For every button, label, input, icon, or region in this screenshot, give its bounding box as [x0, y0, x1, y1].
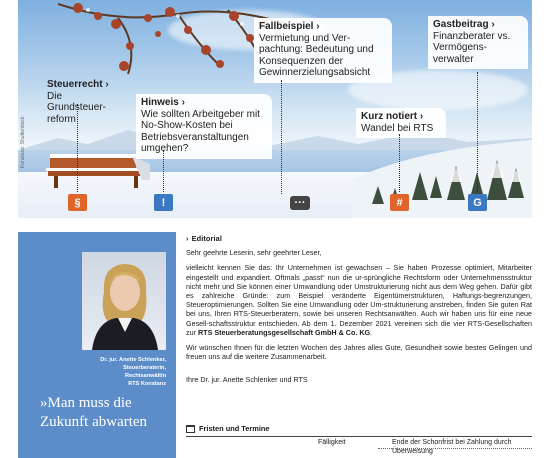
editorial-paragraph: Wir wünschen Ihnen für die letzten Wochen des Jahres alles Gute, Gesundheit sowie bestes Gelingen und freuen uns auf die weitere Zusammenarbeit.	[186, 343, 532, 362]
photo-credit: Konstanz: Shutterstock	[20, 116, 26, 168]
g-letter-icon[interactable]: G	[468, 194, 487, 211]
divider	[186, 436, 532, 437]
sign-off: Ihre Dr. jur. Anette Schlenker und RTS	[186, 375, 308, 385]
exclamation-icon[interactable]: !	[154, 194, 173, 211]
calendar-icon	[186, 425, 195, 433]
editorial-heading: › Editorial	[186, 234, 532, 243]
connector-line	[163, 150, 164, 192]
caption-line: RTS Konstanz	[128, 381, 166, 387]
editorial-section	[186, 234, 532, 393]
pull-quote	[40, 394, 178, 432]
callout-steuerrecht[interactable]	[42, 76, 128, 129]
author-sidebar	[18, 232, 176, 458]
deadlines-heading: Fristen und Termine	[199, 424, 270, 433]
callout-title: Kurz notiert ›	[361, 111, 440, 123]
paragraph-text: vielleicht kennen Sie das: Ihr Unternehmen ist gewachsen – Sie haben Prozesse optimiert, Mitarbeiter eingestellt und expandiert. Oftmals „passt“ nun die ur-sprüngliche Rechtsform oder Unternehmensstruktur nicht mehr und Sie können einer Umwandlung oder Umstrukturierung nicht aus dem Weg gehen. Dafür gibt es zahlreiche Gründe: zum Beispiel veränderte Eigentümerstrukturen, Haftungs-begrenzungen, Steueroptimierungen. Sollten Sie eine Umwandlung oder Um-strukturierung anstreben, finden Sie guten Rat bei uns, Ihren RTS-Steuerberatern, sowie bei unseren Rechtsanwälten. Auch wir haben uns für eine neue Gesell-schaftsstruktur entschieden. Ab dem 1. Dezember 2021 vereinen sich die vier RTS-Gesellschaften zur	[186, 263, 532, 337]
deadlines-heading-row	[186, 424, 532, 433]
quote-line: »Man muss die	[40, 395, 132, 411]
snowy-bench	[46, 150, 150, 190]
callout-gastbeitrag[interactable]	[428, 16, 528, 69]
caption-line: Steuerberaterin,	[123, 365, 166, 371]
callout-title: Hinweis ›	[141, 97, 266, 109]
company-name: RTS Steuerberatungsgesellschaft GmbH & Co. KG	[197, 327, 371, 337]
callout-title: Fallbeispiel ›	[259, 21, 386, 33]
author-portrait	[82, 252, 166, 350]
connector-line	[477, 72, 478, 192]
callout-kurz-notiert[interactable]	[356, 108, 446, 138]
caption-line: Rechtsanwältin	[124, 373, 166, 379]
callout-fallbeispiel[interactable]	[254, 18, 392, 83]
callout-text: Vermietung und Ver-pachtung: Bedeutung und Konsequenzen der Gewinnerzielungsabsicht	[259, 32, 374, 78]
caption-line: Dr. jur. Anette Schlenker,	[100, 357, 166, 363]
column-header: Fälligkeit	[318, 439, 346, 446]
paragraph-end: .	[370, 327, 373, 337]
callout-hinweis[interactable]	[136, 94, 272, 159]
callout-text: Wandel bei RTS	[361, 122, 434, 134]
callout-title: Gastbeitrag ›	[433, 19, 522, 31]
column-header	[192, 439, 210, 456]
hashtag-icon[interactable]: #	[390, 194, 409, 211]
connector-line	[281, 80, 282, 194]
handwritten-signature	[196, 367, 532, 375]
connector-line	[77, 104, 78, 192]
column-header: Ende der Schonfrist bei Zahlung durch Überweisung	[392, 439, 512, 455]
callout-text: Die Grundsteuer-reform	[47, 90, 106, 125]
quote-line: Zukunft abwarten	[40, 414, 148, 430]
callout-text: Wie sollten Arbeitgeber mit No-Show-Kosten bei Betriebsveranstaltungen umgehen?	[141, 108, 260, 154]
paragraph-icon[interactable]: §	[68, 194, 87, 211]
callout-text: Finanzberater vs. Vermögens-verwalter	[433, 30, 511, 65]
chat-bubble-icon[interactable]: ···	[290, 196, 310, 210]
author-caption	[24, 356, 166, 388]
salutation: Sehr geehrte Leserin, sehr geehrter Leser,	[186, 248, 322, 258]
hero-image	[18, 0, 532, 218]
divider	[378, 448, 532, 449]
deadlines-section	[186, 424, 532, 456]
callout-title: Steuerrecht ›	[47, 79, 122, 91]
connector-line	[399, 134, 400, 192]
editorial-paragraph	[186, 263, 532, 337]
